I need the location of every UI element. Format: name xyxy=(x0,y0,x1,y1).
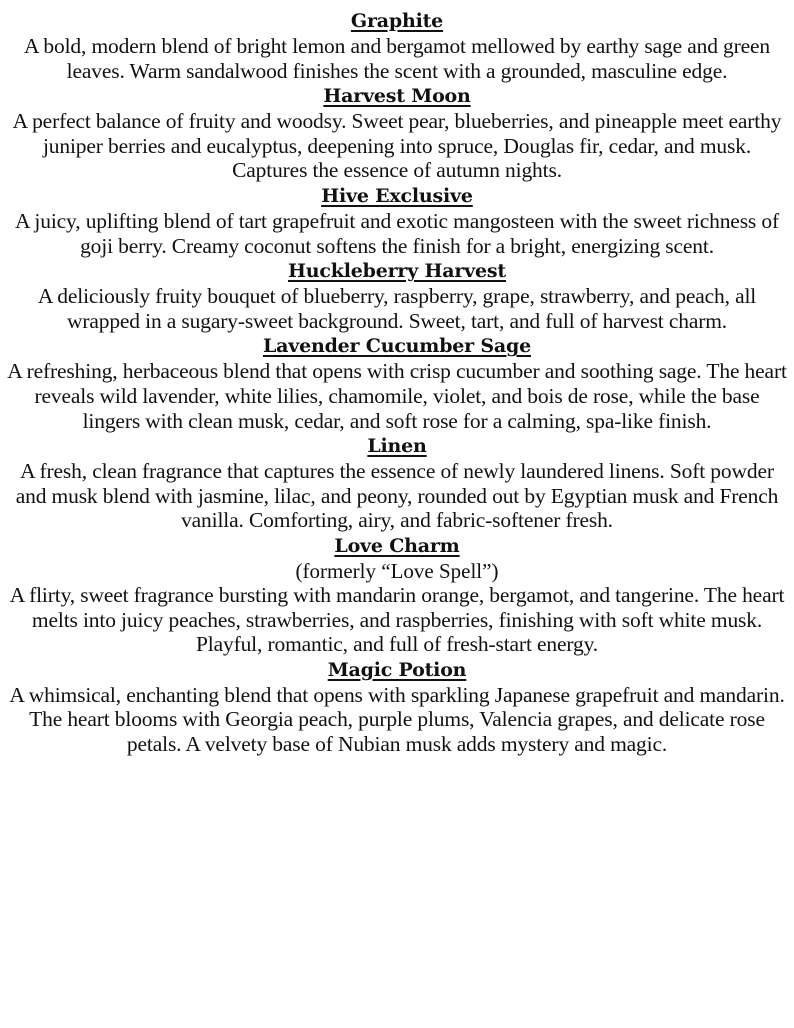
entry-hive-exclusive xyxy=(4,183,790,258)
entry-title: Huckleberry Harvest xyxy=(288,260,506,283)
entry-title: Linen xyxy=(367,435,427,458)
entry-lavender-cucumber-sage xyxy=(4,333,790,433)
entry-love-charm xyxy=(4,533,790,657)
entry-subtitle: (formerly “Love Spell”) xyxy=(295,558,499,583)
entry-title: Love Charm xyxy=(334,534,460,557)
entry-description: A flirty, sweet fragrance bursting with mandarin orange, bergamot, and tangerine. The heart melts into juicy peaches, strawberries, and raspberries, finishing with soft white musk. Playful, romantic, and full of fresh-start energy. xyxy=(9,582,785,657)
entry-description: A bold, modern blend of bright lemon and bergamot mellowed by earthy sage and green leaves. Warm sandalwood finishes the scent with a grounded, masculine edge. xyxy=(23,34,771,83)
entry-harvest-moon xyxy=(4,83,790,183)
entry-description: A deliciously fruity bouquet of blueberry, raspberry, grape, strawberry, and peach, all wrapped in a sugary-sweet background. Sweet, tart, and full of harvest charm. xyxy=(37,284,757,333)
entry-magic-potion xyxy=(4,657,790,757)
entry-huckleberry-harvest xyxy=(4,258,790,333)
entry-title: Graphite xyxy=(350,10,444,32)
entry-description: A refreshing, herbaceous blend that opens with crisp cucumber and soothing sage. The heart reveals wild lavender, white lilies, chamomile, violet, and bois de rose, while the base lingers with clean musk, cedar, and soft rose for a calming, spa-like finish. xyxy=(7,359,787,433)
entry-title: Harvest Moon xyxy=(323,85,471,108)
entry-description: A juicy, uplifting blend of tart grapefruit and exotic mangosteen with the sweet richness of goji berry. Creamy coconut softens the finish for a bright, energizing scent. xyxy=(15,208,779,258)
entry-graphite xyxy=(4,8,790,83)
entry-linen xyxy=(4,433,790,533)
entry-description: A whimsical, enchanting blend that opens with sparkling Japanese grapefruit and mandarin. The heart blooms with Georgia peach, purple plums, Valencia grapes, and delicate rose petals. A velvety base of Nubian musk adds mystery and magic. xyxy=(9,682,785,756)
entry-title: Hive Exclusive xyxy=(321,184,473,207)
entry-title: Lavender Cucumber Sage xyxy=(262,335,532,358)
entry-title: Magic Potion xyxy=(327,658,467,681)
entry-description: A perfect balance of fruity and woodsy. Sweet pear, blueberries, and pineapple meet earthy juniper berries and eucalyptus, deepening into spruce, Douglas fir, cedar, and musk. Captures the essence of autumn nights. xyxy=(12,109,782,183)
entry-description: A fresh, clean fragrance that captures the essence of newly laundered linens. Soft powder and musk blend with jasmine, lilac, and peony, rounded out by Egyptian musk and French vanilla. Comforting, airy, and fabric-softener fresh. xyxy=(15,459,779,533)
